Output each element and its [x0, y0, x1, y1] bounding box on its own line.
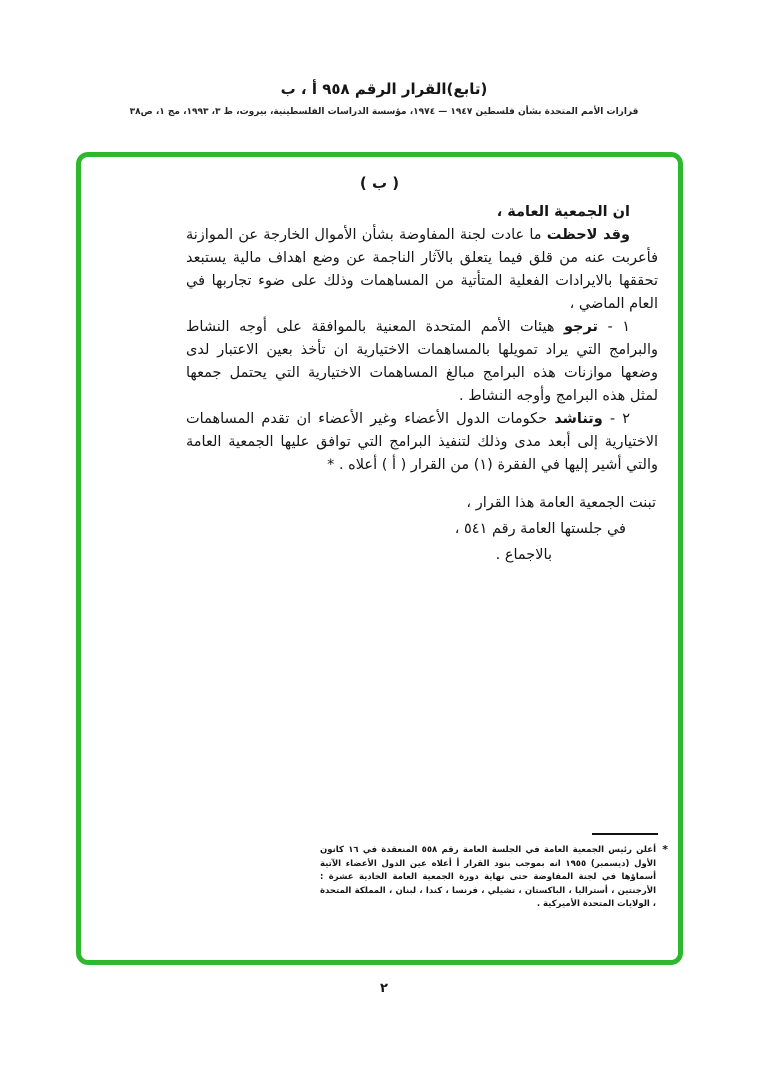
preamble-lead: وقد لاحظت	[546, 227, 630, 243]
resolution-body	[186, 201, 658, 568]
resolution-title: (تابع)القرار الرقم ٩٥٨ أ ، ب	[280, 80, 488, 98]
clause-1-lead: ترجو	[563, 319, 598, 335]
opening-line: ان الجمعية العامة ،	[496, 204, 630, 220]
clause-2-number: ٢ -	[602, 411, 631, 427]
content-border-box	[76, 152, 683, 965]
source-citation: قرارات الأمم المتحدة بشأن فلسطين ١٩٤٧ — ١٩٧٤، مؤسسة الدراسات الفلسطينية، بيروت، ط ٣، ١٩٩٣، مج ١، ص٣٨	[129, 107, 639, 117]
clause-1-text: هيئات الأمم المتحدة المعنية بالموافقة على أوجه النشاط والبرامج التي يراد تمويلها بالمساهمات الاختيارية ان تأخذ بعين الاعتبار لدى وضعها موازنات هذه البرامج مبالغ المساهمات الاختيارية التي يحتمل جمعها لمثل هذه البرامج وأوجه النشاط .	[186, 319, 658, 404]
clause-paragraph-2	[186, 408, 658, 477]
adoption-block	[186, 490, 658, 568]
clause-2-text: حكومات الدول الأعضاء وغير الأعضاء ان تقدم المساهمات الاختيارية إلى أبعد مدى وذلك لتنفيذ البرامج التي توافق عليها الجمعية العامة والتي أشير إليها في الفقرة (١) من القرار ( أ ) أعلاه . *	[186, 411, 658, 473]
footnote-text: أعلن رئيس الجمعية العامة في الجلسة العامة رقم ٥٥٨ المنعقدة في ١٦ كانون الأول (ديسمبر) ١٩٥٥ انه بموجب بنود القرار أ أعلاه عين الدول الأعضاء الآتية أسماؤها في لجنة المفاوضة حتى نهاية دورة الجمعية العامة الحادية عشرة : الأرجنتين ، أستراليا ، الباكستان ، تشيلي ، فرنسا ، كندا ، لبنان ، المملكة المتحدة ، الولايات المتحدة الأميركية .	[320, 845, 657, 909]
footnote-divider	[592, 833, 658, 835]
clause-paragraph-1	[186, 316, 658, 408]
adoption-line: تبنت الجمعية العامة هذا القرار ،	[466, 495, 656, 511]
preamble-paragraph	[186, 224, 658, 316]
section-label: ( ب )	[359, 174, 400, 192]
adoption-session-line: في جلستها العامة رقم ٥٤١ ،	[454, 521, 626, 537]
page-number: ٢	[380, 981, 388, 996]
preamble-text: ما عادت لجنة المفاوضة بشأن الأموال الخارجة عن الموازنة فأعربت عنه من قلق فيما يتعلق بالآثار الناجمة عن وضع اهداف مالية يستبعد تحققها بالايرادات الفعلية المتأتية من المساهمات وذلك على ضوء تجاربها في العام الماضي ،	[186, 227, 658, 312]
clause-1-number: ١ -	[597, 319, 631, 335]
footnote-marker: *	[662, 843, 668, 856]
adoption-vote-line: بالاجماع .	[495, 547, 552, 563]
page-header	[0, 80, 768, 117]
footnote	[320, 843, 668, 912]
clause-2-lead: وتناشد	[554, 411, 603, 427]
